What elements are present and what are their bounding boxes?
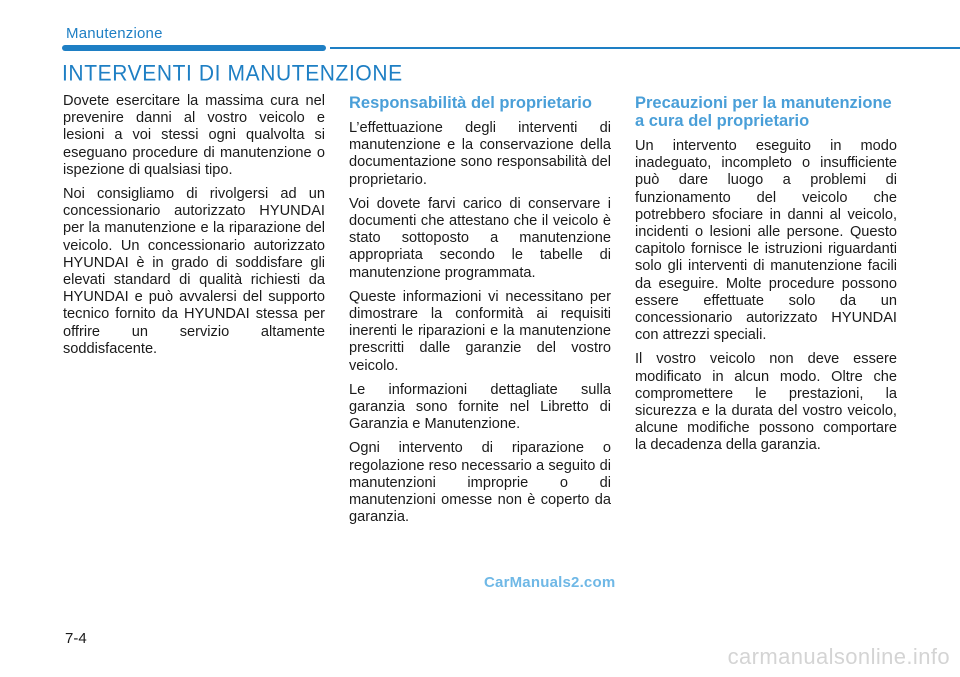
paragraph: Queste informazioni vi necessitano per dimostrare la conformità ai requisiti inerenti le riparazioni e la manutenzione prescritti dalle garanzie del vostro veicolo. [349,288,611,374]
paragraph: Voi dovete farvi carico di conservare i documenti che attestano che il veicolo è stato sottoposto a manutenzione appropriata secondo le tabelle di manutenzione programmata. [349,195,611,281]
paragraph: Ogni intervento di riparazione o regolazione reso necessario a seguito di manutenzioni improprie o di manutenzioni omesse non è coperto da garanzia. [349,440,611,526]
paragraph: Dovete esercitare la massima cura nel prevenire danni al vostro veicolo e lesioni a voi stessi ogni qualvolta si eseguano procedure di manutenzione o ispezione di qualsiasi tipo. [63,93,325,178]
section-heading: Precauzioni per la manutenzione a cura del proprietario [635,94,892,130]
section-label: Manutenzione [66,25,163,42]
footer-site-watermark: carmanualsonline.info [727,644,950,669]
header-rule-thick [62,45,326,51]
column-owner-precautions [635,93,897,462]
paragraph: Il vostro veicolo non deve essere modificato in alcun modo. Oltre che compromettere le prestazioni, la sicurezza e la durata del vostro veicolo, alcune modifiche possono comportare la decadenza della garanzia. [635,351,897,454]
paragraph: Noi consigliamo di rivolgersi ad un concessionario autorizzato HYUNDAI per la manutenzione e la riparazione del veicolo. Un concessionario autorizzato HYUNDAI è in grado di soddisfare gli elevati standard di qualità richiesti da HYUNDAI e può avvalersi del supporto tecnico fornito da HYUNDAI stessa per offrire un servizio altamente soddisfacente. [63,186,325,357]
paragraph: L’effettuazione degli interventi di manutenzione e la conservazione della documentazione sono responsabilità del proprietario. [349,120,611,188]
watermark-link[interactable]: CarManuals2.com [484,574,616,591]
column-owner-responsibility [349,93,611,533]
page-title: INTERVENTI DI MANUTENZIONE [62,61,403,86]
paragraph: Un intervento eseguito in modo inadeguato, incompleto o insufficiente può dare luogo a problemi di funzionamento del veicolo che potrebbero sfociare in danni al veicolo, incidenti o lesioni alle persone. Questo capitolo fornisce le istruzioni riguardanti solo gli interventi di manutenzione facili da eseguire. Molte procedure possono essere effettuate solo da un concessionario autorizzato HYUNDAI con attrezzi speciali. [635,138,897,344]
section-heading: Responsabilità del proprietario [349,94,592,112]
column-intro [63,93,325,365]
header-rule-thin [330,47,960,49]
paragraph: Le informazioni dettagliate sulla garanzia sono fornite nel Libretto di Garanzia e Manutenzione. [349,381,611,433]
page-number: 7-4 [65,630,87,647]
